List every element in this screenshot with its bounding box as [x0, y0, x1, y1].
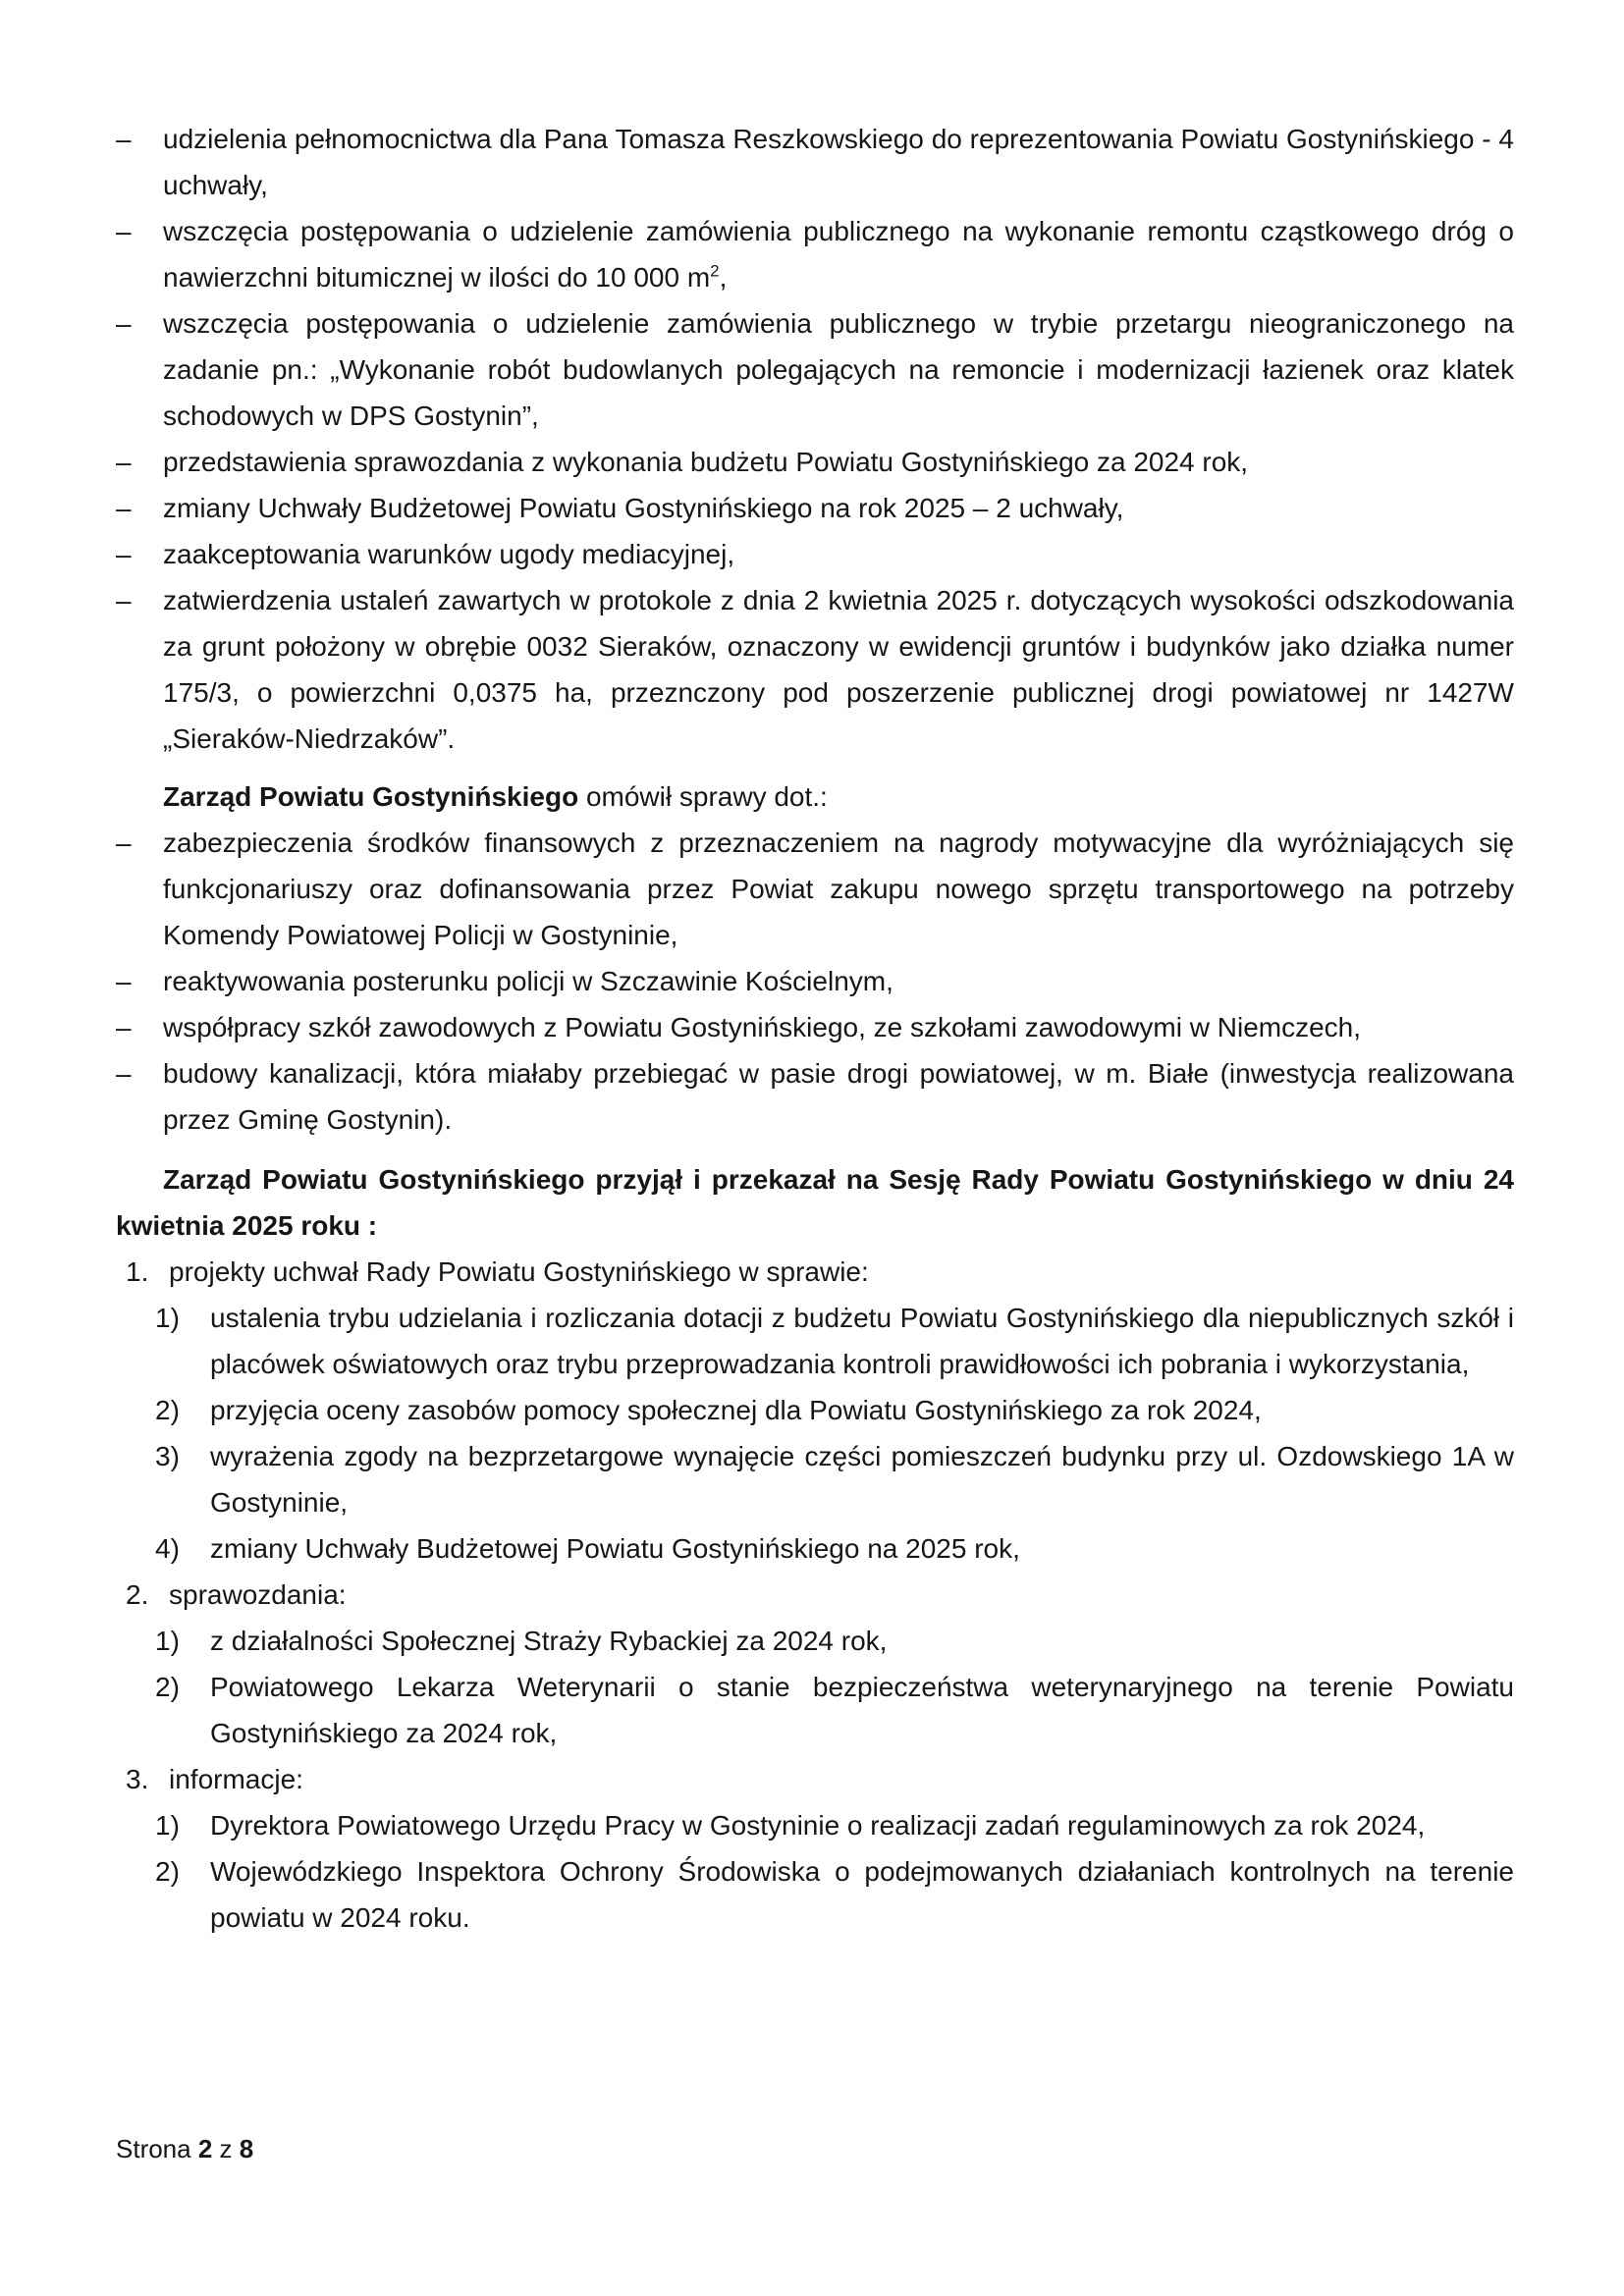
- section-title: [116, 1572, 1514, 1618]
- sub-item-number: 1): [155, 1303, 180, 1333]
- sub-item-text: zmiany Uchwały Budżetowej Powiatu Gostynińskiego na 2025 rok,: [210, 1533, 1020, 1564]
- list-item: [116, 531, 1514, 577]
- section: [116, 1572, 1514, 1756]
- sub-item-text: przyjęcia oceny zasobów pomocy społecznej dla Powiatu Gostynińskiego za rok 2024,: [210, 1395, 1262, 1425]
- list-item: [116, 577, 1514, 762]
- list-item: [116, 208, 1514, 300]
- sub-item-number: 4): [155, 1533, 180, 1564]
- list-item: [116, 116, 1514, 208]
- sub-item-text: z działalności Społecznej Straży Rybackiej za 2024 rok,: [210, 1626, 888, 1656]
- sub-item: [116, 1618, 1514, 1664]
- list-item-text: zabezpieczenia środków finansowych z przeznaczeniem na nagrody motywacyjne dla wyróżniających się funkcjonariuszy oraz dofinansowania przez Powiat zakupu nowego sprzętu transportowego na potrzeby Komendy Powiatowej Policji w Gostyninie,: [163, 828, 1514, 950]
- sub-item: [116, 1387, 1514, 1433]
- sub-item-text: Wojewódzkiego Inspektora Ochrony Środowiska o podejmowanych działaniach kontrolnych na terenie powiatu w 2024 roku.: [210, 1856, 1514, 1933]
- sub-item-number: 1): [155, 1626, 180, 1656]
- list-item-text: wszczęcia postępowania o udzielenie zamówienia publicznego w trybie przetargu nieograniczonego na zadanie pn.: „Wykonanie robót budowlanych polegających na remoncie i modernizacji łazienek oraz klatek schodowych w DPS Gostynin”,: [163, 308, 1514, 431]
- current-page-number: 2: [197, 2134, 213, 2163]
- section: [116, 1756, 1514, 1941]
- total-pages-number: 8: [239, 2134, 254, 2163]
- sub-item-text: Powiatowego Lekarza Weterynarii o stanie bezpieczeństwa weterynaryjnego na terenie Powiatu Gostynińskiego za 2024 rok,: [210, 1672, 1514, 1748]
- section-number: 3.: [126, 1764, 149, 1794]
- sub-item-text: wyrażenia zgody na bezprzetargowe wynajęcie części pomieszczeń budynku przy ul. Ozdowskiego 1A w Gostyninie,: [210, 1441, 1514, 1518]
- page-label: Strona: [116, 2134, 191, 2163]
- sub-item-text: Dyrektora Powiatowego Urzędu Pracy w Gostyninie o realizacji zadań regulaminowych za rok 2024,: [210, 1810, 1426, 1841]
- sub-item-number: 2): [155, 1395, 180, 1425]
- section-number: 1.: [126, 1256, 149, 1287]
- section: [116, 1249, 1514, 1572]
- section-title: [116, 1249, 1514, 1295]
- section-title-text: sprawozdania:: [169, 1579, 347, 1610]
- list-item-text: przedstawienia sprawozdania z wykonania budżetu Powiatu Gostynińskiego za 2024 rok,: [163, 447, 1249, 477]
- sub-item: [116, 1664, 1514, 1756]
- sub-item-number: 2): [155, 1672, 180, 1702]
- page-footer: [116, 2132, 253, 2165]
- list-item-text: zatwierdzenia ustaleń zawartych w protokole z dnia 2 kwietnia 2025 r. dotyczących wysokości odszkodowania za grunt położony w obrębie 0032 Sieraków, oznaczony w ewidencji gruntów i budynków jako działka numer 175/3, o powierzchni 0,0375 ha, przeznczony pod poszerzenie publicznej drogi powiatowej nr 1427W „Sieraków-Niedrzaków”.: [163, 585, 1514, 754]
- section-title-text: projekty uchwał Rady Powiatu Gostynińskiego w sprawie:: [169, 1256, 869, 1287]
- sub-item: [116, 1433, 1514, 1525]
- list-item: [116, 485, 1514, 531]
- list-item-text: zaakceptowania warunków ugody mediacyjnej,: [163, 539, 735, 569]
- resolutions-list: [116, 116, 1514, 762]
- document-body: [116, 116, 1514, 1941]
- list-item: [116, 300, 1514, 439]
- list-item-text: wszczęcia postępowania o udzielenie zamówienia publicznego na wykonanie remontu cząstkowego dróg o nawierzchni bitumicznej w ilości do 10 000 m: [163, 216, 1514, 293]
- list-item: [116, 1050, 1514, 1143]
- superscript: 2: [710, 261, 720, 281]
- section-number: 2.: [126, 1579, 149, 1610]
- sub-item-text: ustalenia trybu udzielania i rozliczania dotacji z budżetu Powiatu Gostynińskiego dla niepublicznych szkół i placówek oświatowych oraz trybu przeprowadzania kontroli prawidłowości ich pobrania i wykorzystania,: [210, 1303, 1514, 1379]
- list-item-text: współpracy szkół zawodowych z Powiatu Gostynińskiego, ze szkołami zawodowymi w Niemczech,: [163, 1012, 1362, 1042]
- discussed-heading: [116, 774, 1514, 820]
- discussed-text: omówił sprawy dot.:: [578, 781, 828, 812]
- page-separator: z: [219, 2134, 233, 2163]
- sub-item-number: 1): [155, 1810, 180, 1841]
- sub-item: [116, 1525, 1514, 1572]
- sub-item: [116, 1802, 1514, 1848]
- sub-item: [116, 1295, 1514, 1387]
- sub-item-number: 2): [155, 1856, 180, 1887]
- accepted-heading: Zarząd Powiatu Gostynińskiego przyjął i przekazał na Sesję Rady Powiatu Gostynińskiego w dniu 24 kwietnia 2025 roku :: [116, 1164, 1514, 1241]
- discussed-list: [116, 820, 1514, 1143]
- list-item: [116, 439, 1514, 485]
- list-item-text: reaktywowania posterunku policji w Szczawinie Kościelnym,: [163, 966, 893, 996]
- section-title: [116, 1756, 1514, 1802]
- list-item-text: udzielenia pełnomocnictwa dla Pana Tomasza Reszkowskiego do reprezentowania Powiatu Gostynińskiego - 4 uchwały,: [163, 124, 1514, 200]
- board-name: Zarząd Powiatu Gostynińskiego: [163, 781, 579, 812]
- list-item-text: ,: [719, 262, 728, 293]
- session-list: [116, 1249, 1514, 1941]
- section-title-text: informacje:: [169, 1764, 303, 1794]
- list-item: [116, 820, 1514, 958]
- list-item: [116, 958, 1514, 1004]
- list-item: [116, 1004, 1514, 1050]
- sub-item-number: 3): [155, 1441, 180, 1471]
- list-item-text: zmiany Uchwały Budżetowej Powiatu Gostynińskiego na rok 2025 – 2 uchwały,: [163, 493, 1124, 523]
- sub-item: [116, 1848, 1514, 1941]
- list-item-text: budowy kanalizacji, która miałaby przebiegać w pasie drogi powiatowej, w m. Białe (inwestycja realizowana przez Gminę Gostynin).: [163, 1058, 1514, 1135]
